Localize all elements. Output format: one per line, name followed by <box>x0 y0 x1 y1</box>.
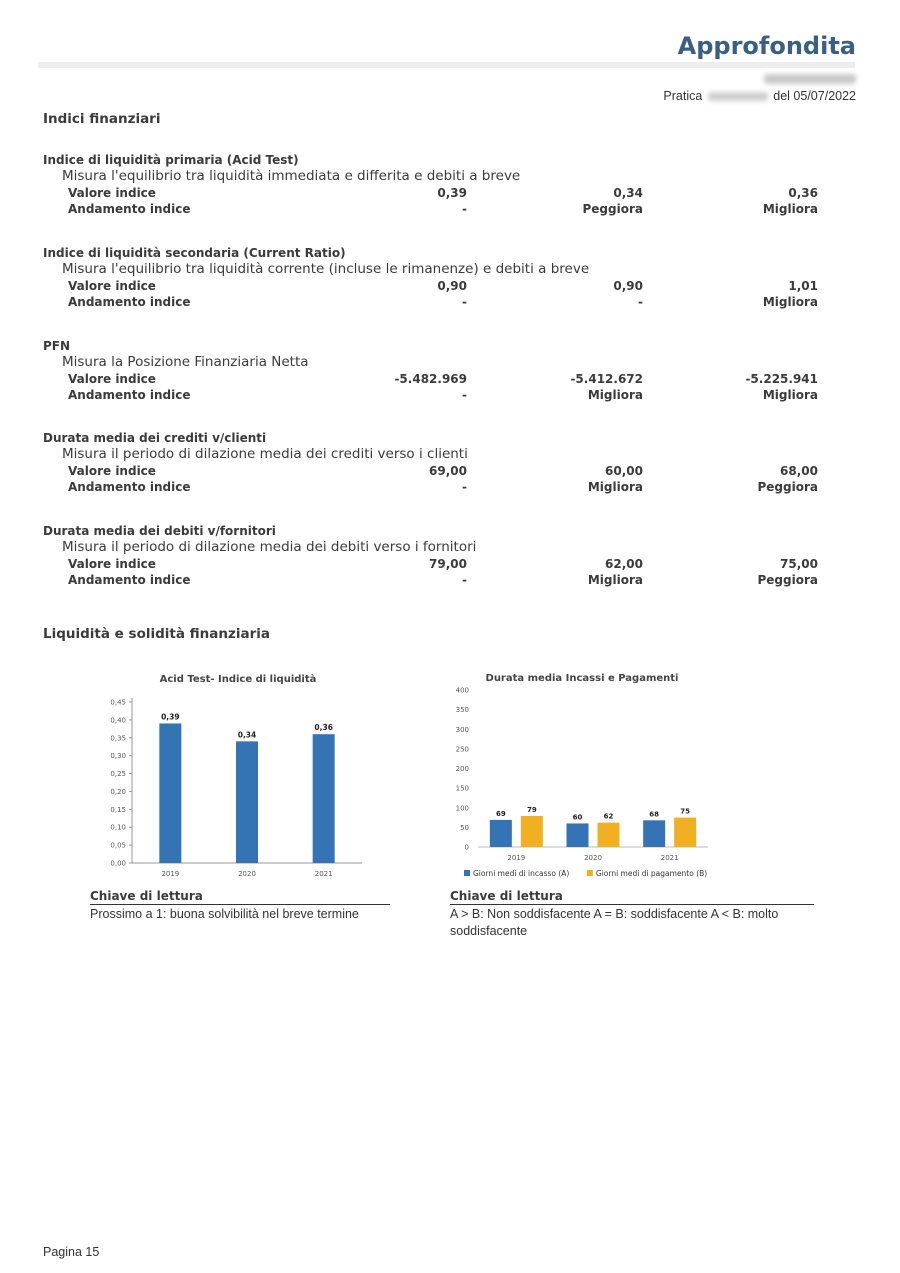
andamento-indice-label: Andamento indice <box>68 295 191 309</box>
document-title: Approfondita <box>677 32 856 60</box>
indicator-value: 1,01 <box>788 279 818 293</box>
y-tick-label: 400 <box>455 686 469 695</box>
x-tick-label: 2021 <box>660 854 679 862</box>
legend-label: Giorni medi di pagamento (B) <box>595 869 708 878</box>
bar <box>674 818 696 847</box>
pratica-date: del 05/07/2022 <box>773 89 856 103</box>
x-tick-label: 2019 <box>507 854 526 862</box>
key-title-2: Chiave di lettura <box>450 889 814 905</box>
y-tick-label: 0,00 <box>110 859 126 868</box>
y-tick-label: 0,25 <box>110 770 126 779</box>
x-tick-label: 2021 <box>314 870 333 878</box>
redacted-company-name <box>764 74 856 84</box>
indicator-title: PFN <box>43 339 71 353</box>
legend-label: Giorni medi di incasso (A) <box>473 869 570 878</box>
y-tick-label: 50 <box>460 823 469 832</box>
y-tick-label: 0,40 <box>110 716 126 725</box>
y-tick-label: 0,20 <box>110 787 126 796</box>
indicator-value: 0,90 <box>613 279 643 293</box>
redacted-pratica-number <box>708 92 768 101</box>
indicator-value: 69,00 <box>429 464 467 478</box>
key-title-1: Chiave di lettura <box>90 889 390 905</box>
indicator-trend: Peggiora <box>757 573 818 587</box>
indicator-title: Durata media dei crediti v/clienti <box>43 431 267 445</box>
andamento-indice-label: Andamento indice <box>68 202 191 216</box>
chart-title: Durata media Incassi e Pagamenti <box>485 673 679 684</box>
valore-indice-label: Valore indice <box>68 557 156 571</box>
bar-data-label: 68 <box>649 810 660 819</box>
indicator-title: Durata media dei debiti v/fornitori <box>43 524 276 538</box>
y-tick-label: 0,15 <box>110 805 126 814</box>
indicator-value: 75,00 <box>780 557 818 571</box>
page-number: Pagina 15 <box>43 1245 100 1259</box>
key-text-1: Prossimo a 1: buona solvibilità nel breve termine <box>90 907 359 921</box>
bar <box>598 823 620 847</box>
indicator-trend: - <box>638 295 643 309</box>
y-tick-label: 0,35 <box>110 734 126 743</box>
bar-data-label: 0,39 <box>161 712 180 722</box>
indicator-value: -5.412.672 <box>570 372 643 386</box>
indicator-trend: - <box>462 202 467 216</box>
andamento-indice-label: Andamento indice <box>68 573 191 587</box>
indicator-value: -5.482.969 <box>394 372 467 386</box>
bar <box>236 741 258 863</box>
indicator-trend: - <box>462 480 467 494</box>
pratica-prefix: Pratica <box>663 89 703 103</box>
andamento-indice-label: Andamento indice <box>68 388 191 402</box>
indicator-trend: Peggiora <box>582 202 643 216</box>
y-tick-label: 0,05 <box>110 841 126 850</box>
section-title-liquidita: Liquidità e solidità finanziaria <box>43 626 270 642</box>
indicator-description: Misura l'equilibrio tra liquidità corrente (incluse le rimanenze) e debiti a breve <box>62 261 590 277</box>
bar-data-label: 69 <box>495 809 506 818</box>
indicator-value: 0,34 <box>613 186 643 200</box>
indicator-trend: Migliora <box>587 573 643 587</box>
indicator-trend: Peggiora <box>757 480 818 494</box>
legend-swatch <box>587 870 593 876</box>
indicator-value: 0,90 <box>437 279 467 293</box>
indicator-trend: Migliora <box>587 388 643 402</box>
indicator-description: Misura la Posizione Finanziaria Netta <box>62 354 309 370</box>
bar <box>567 823 589 847</box>
bar <box>521 816 543 847</box>
bar-data-label: 0,34 <box>237 730 257 740</box>
bar <box>490 820 512 847</box>
bar <box>313 734 335 863</box>
bar-data-label: 0,36 <box>314 723 333 733</box>
bar-data-label: 79 <box>526 805 537 814</box>
indicator-trend: - <box>462 573 467 587</box>
x-tick-label: 2020 <box>584 854 602 862</box>
valore-indice-label: Valore indice <box>68 279 156 293</box>
indicator-description: Misura il periodo di dilazione media dei debiti verso i fornitori <box>62 539 477 555</box>
indicator-value: 0,39 <box>437 186 467 200</box>
y-tick-label: 150 <box>455 784 469 793</box>
pratica-line <box>663 89 856 103</box>
chart-title: Acid Test- Indice di liquidità <box>159 674 317 685</box>
x-tick-label: 2019 <box>161 870 180 878</box>
valore-indice-label: Valore indice <box>68 464 156 478</box>
y-tick-label: 0 <box>464 843 469 852</box>
y-tick-label: 300 <box>455 725 469 734</box>
section-title-indici: Indici finanziari <box>43 111 161 127</box>
indicator-trend: Migliora <box>762 295 818 309</box>
indicator-trend: Migliora <box>762 388 818 402</box>
indicator-description: Misura l'equilibrio tra liquidità immediata e differita e debiti a breve <box>62 168 521 184</box>
durata-media-chart <box>448 664 718 886</box>
indicator-trend: - <box>462 295 467 309</box>
bar-data-label: 62 <box>603 812 614 821</box>
y-tick-label: 0,45 <box>110 698 126 707</box>
y-tick-label: 200 <box>455 765 469 773</box>
indicator-trend: Migliora <box>762 202 818 216</box>
bar-data-label: 60 <box>572 813 583 822</box>
indicator-value: 79,00 <box>429 557 467 571</box>
bar <box>159 723 181 863</box>
y-tick-label: 100 <box>455 804 469 813</box>
x-tick-label: 2020 <box>238 870 256 878</box>
valore-indice-label: Valore indice <box>68 186 156 200</box>
indicator-title: Indice di liquidità secondaria (Current Ratio) <box>43 246 346 260</box>
bar <box>643 820 665 847</box>
y-tick-label: 0,10 <box>110 823 126 832</box>
y-tick-label: 0,30 <box>110 752 126 761</box>
indicator-title: Indice di liquidità primaria (Acid Test) <box>43 153 299 167</box>
bar-data-label: 75 <box>680 807 691 816</box>
andamento-indice-label: Andamento indice <box>68 480 191 494</box>
y-tick-label: 350 <box>455 706 469 715</box>
title-divider <box>38 62 855 68</box>
indicator-description: Misura il periodo di dilazione media dei crediti verso i clienti <box>62 446 468 462</box>
indicator-value: 60,00 <box>605 464 643 478</box>
indicator-value: 62,00 <box>605 557 643 571</box>
indicator-value: 68,00 <box>780 464 818 478</box>
indicator-value: 0,36 <box>788 186 818 200</box>
acid-test-chart <box>90 664 390 884</box>
indicator-value: -5.225.941 <box>745 372 818 386</box>
legend-swatch <box>464 870 470 876</box>
indicator-trend: Migliora <box>587 480 643 494</box>
indicator-trend: - <box>462 388 467 402</box>
valore-indice-label: Valore indice <box>68 372 156 386</box>
key-text-2: A > B: Non soddisfacente A = B: soddisfacente A < B: molto soddisfacente <box>450 907 779 938</box>
y-tick-label: 250 <box>455 745 469 754</box>
